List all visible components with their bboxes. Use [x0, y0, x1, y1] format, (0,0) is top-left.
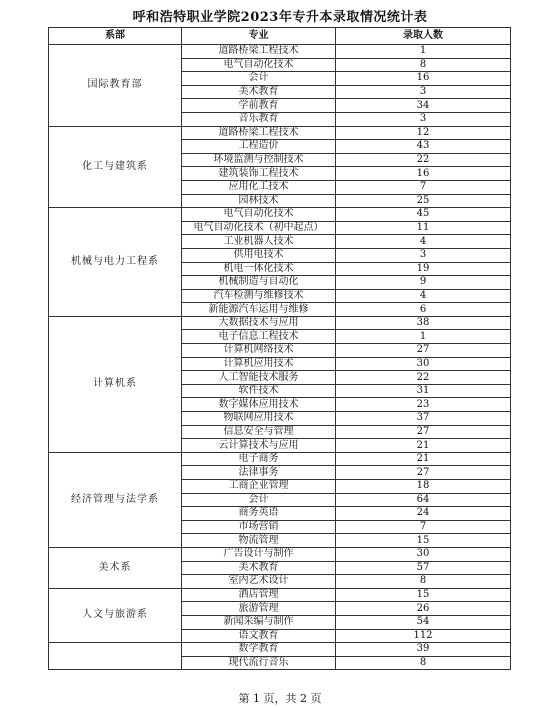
- dept-cell: 人文与旅游系: [49, 588, 182, 642]
- major-cell: 学前教育: [182, 99, 336, 113]
- major-cell: 会计: [182, 493, 336, 507]
- header-dept: 系部: [49, 28, 182, 45]
- count-cell: 37: [336, 412, 511, 426]
- major-cell: 电子信息工程技术: [182, 330, 336, 344]
- table-row: [49, 316, 511, 330]
- dept-cell: 国际教育部: [49, 45, 182, 127]
- major-cell: 信息安全与管理: [182, 425, 336, 439]
- header-count: 录取人数: [336, 28, 511, 45]
- count-cell: 4: [336, 289, 511, 303]
- major-cell: 音乐教育: [182, 112, 336, 126]
- page-title: 呼和浩特职业学院2023年专升本录取情况统计表: [132, 10, 428, 25]
- major-cell: 大数据技术与应用: [182, 316, 336, 330]
- major-cell: 计算机网络技术: [182, 344, 336, 358]
- table-header-row: [49, 28, 511, 45]
- count-cell: 8: [336, 58, 511, 72]
- major-cell: 计算机应用技术: [182, 357, 336, 371]
- major-cell: 人工智能技术服务: [182, 371, 336, 385]
- count-cell: 27: [336, 425, 511, 439]
- major-cell: 电气自动化技术: [182, 208, 336, 222]
- count-cell: 1: [336, 45, 511, 59]
- count-cell: 24: [336, 507, 511, 521]
- count-cell: 22: [336, 153, 511, 167]
- count-cell: 18: [336, 480, 511, 494]
- major-cell: 园林技术: [182, 194, 336, 208]
- count-cell: 16: [336, 167, 511, 181]
- count-cell: 15: [336, 534, 511, 548]
- count-cell: 9: [336, 276, 511, 290]
- major-cell: 室内艺术设计: [182, 575, 336, 589]
- major-cell: 汽车检测与维修技术: [182, 289, 336, 303]
- major-cell: 旅游管理: [182, 602, 336, 616]
- table-row: [49, 452, 511, 466]
- major-cell: 物联网应用技术: [182, 412, 336, 426]
- major-cell: 酒店管理: [182, 588, 336, 602]
- major-cell: 广告设计与制作: [182, 547, 336, 561]
- major-cell: 电子商务: [182, 452, 336, 466]
- count-cell: 23: [336, 398, 511, 412]
- table-row: [49, 643, 511, 657]
- major-cell: 机电一体化技术: [182, 262, 336, 276]
- major-cell: 法律事务: [182, 466, 336, 480]
- dept-cell: 经济管理与法学系: [49, 452, 182, 547]
- major-cell: 新能源汽车运用与维修: [182, 303, 336, 317]
- major-cell: 商务英语: [182, 507, 336, 521]
- header-major: 专业: [182, 28, 336, 45]
- admission-table: [48, 27, 511, 670]
- count-cell: 43: [336, 140, 511, 154]
- count-cell: 7: [336, 520, 511, 534]
- major-cell: 美术教育: [182, 561, 336, 575]
- dept-cell: 化工与建筑系: [49, 126, 182, 208]
- count-cell: 4: [336, 235, 511, 249]
- major-cell: 现代流行音乐: [182, 656, 336, 670]
- count-cell: 21: [336, 439, 511, 453]
- count-cell: 27: [336, 466, 511, 480]
- count-cell: 21: [336, 452, 511, 466]
- count-cell: 30: [336, 357, 511, 371]
- count-cell: 31: [336, 384, 511, 398]
- count-cell: 1: [336, 330, 511, 344]
- major-cell: 语文教育: [182, 629, 336, 643]
- count-cell: 19: [336, 262, 511, 276]
- count-cell: 38: [336, 316, 511, 330]
- major-cell: 建筑装饰工程技术: [182, 167, 336, 181]
- count-cell: 16: [336, 72, 511, 86]
- count-cell: 8: [336, 575, 511, 589]
- major-cell: 新闻采编与制作: [182, 615, 336, 629]
- major-cell: 工业机器人技术: [182, 235, 336, 249]
- count-cell: 34: [336, 99, 511, 113]
- count-cell: 7: [336, 180, 511, 194]
- count-cell: 64: [336, 493, 511, 507]
- major-cell: 工程造价: [182, 140, 336, 154]
- major-cell: 电气自动化技术: [182, 58, 336, 72]
- major-cell: 云计算技术与应用: [182, 439, 336, 453]
- count-cell: 30: [336, 547, 511, 561]
- count-cell: 3: [336, 248, 511, 262]
- major-cell: 环境监测与控制技术: [182, 153, 336, 167]
- dept-cell: 美术系: [49, 547, 182, 588]
- count-cell: 11: [336, 221, 511, 235]
- count-cell: 8: [336, 656, 511, 670]
- major-cell: 供用电技术: [182, 248, 336, 262]
- major-cell: 道路桥梁工程技术: [182, 126, 336, 140]
- dept-cell: 机械与电力工程系: [49, 208, 182, 317]
- count-cell: 15: [336, 588, 511, 602]
- count-cell: 6: [336, 303, 511, 317]
- major-cell: 美术教育: [182, 85, 336, 99]
- major-cell: 应用化工技术: [182, 180, 336, 194]
- table-row: [49, 45, 511, 59]
- major-cell: 软件技术: [182, 384, 336, 398]
- count-cell: 112: [336, 629, 511, 643]
- count-cell: 45: [336, 208, 511, 222]
- major-cell: 数学教育: [182, 643, 336, 657]
- major-cell: 道路桥梁工程技术: [182, 45, 336, 59]
- table-row: [49, 547, 511, 561]
- count-cell: 25: [336, 194, 511, 208]
- count-cell: 12: [336, 126, 511, 140]
- major-cell: 数字媒体应用技术: [182, 398, 336, 412]
- table-row: [49, 126, 511, 140]
- count-cell: 39: [336, 643, 511, 657]
- table-row: [49, 208, 511, 222]
- count-cell: 54: [336, 615, 511, 629]
- count-cell: 3: [336, 85, 511, 99]
- count-cell: 26: [336, 602, 511, 616]
- count-cell: 57: [336, 561, 511, 575]
- major-cell: 机械制造与自动化: [182, 276, 336, 290]
- dept-cell: [49, 643, 182, 670]
- table-body: [49, 45, 511, 670]
- count-cell: 27: [336, 344, 511, 358]
- major-cell: 工商企业管理: [182, 480, 336, 494]
- dept-cell: 计算机系: [49, 316, 182, 452]
- count-cell: 3: [336, 112, 511, 126]
- page-footer: 第 1 页，共 2 页: [238, 692, 322, 705]
- table-row: [49, 588, 511, 602]
- major-cell: 物流管理: [182, 534, 336, 548]
- count-cell: 22: [336, 371, 511, 385]
- major-cell: 市场营销: [182, 520, 336, 534]
- major-cell: 会计: [182, 72, 336, 86]
- major-cell: 电气自动化技术（初中起点）: [182, 221, 336, 235]
